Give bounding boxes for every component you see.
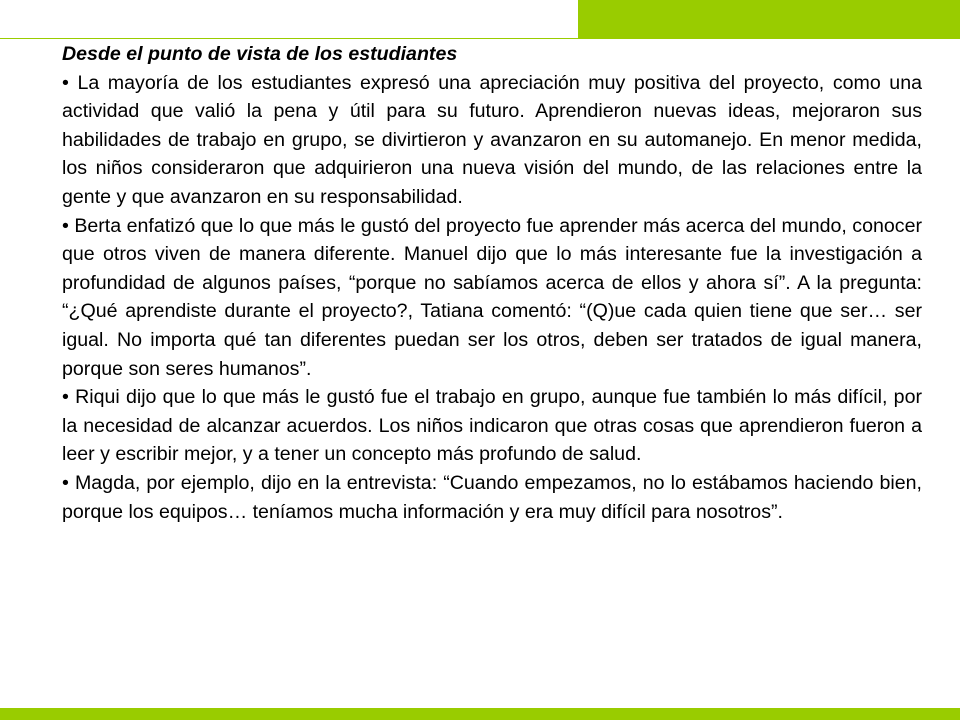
bottom-accent-bar	[0, 708, 960, 720]
slide-content	[62, 40, 922, 526]
top-divider-line	[0, 38, 578, 39]
bullet-paragraph-4: • Magda, por ejemplo, dijo en la entrevista: “Cuando empezamos, no lo estábamos haciendo bien, porque los equipos… teníamos mucha información y era muy difícil para nosotros”.	[62, 471, 922, 523]
slide-heading: Desde el punto de vista de los estudiantes	[62, 43, 458, 65]
top-accent-block	[578, 0, 960, 39]
bullet-paragraph-2: • Berta enfatizó que lo que más le gustó del proyecto fue aprender más acerca del mundo, conocer que otros viven de manera diferente. Manuel dijo que lo más interesante fue la investigación a profundidad de algunos países, “porque no sabíamos acerca de ellos y ahora sí”. A la pregunta: “¿Qué aprendiste durante el proyecto?, Tatiana comentó: “(Q)ue cada quien tiene que ser… ser igual. No importa qué tan diferentes puedan ser los otros, deben ser tratados de igual manera, porque son seres humanos”.	[62, 214, 922, 380]
bullet-paragraph-3: • Riqui dijo que lo que más le gustó fue el trabajo en grupo, aunque fue también lo más difícil, por la necesidad de alcanzar acuerdos. Los niños indicaron que otras cosas que aprendieron fueron a leer y escribir mejor, y a tener un concepto más profundo de salud.	[62, 386, 922, 466]
bullet-paragraph-1: • La mayoría de los estudiantes expresó una apreciación muy positiva del proyecto, como una actividad que valió la pena y útil para su futuro. Aprendieron nuevas ideas, mejoraron sus habilidades de trabajo en grupo, se divirtieron y avanzaron en su automanejo. En menor medida, los niños consideraron que adquirieron una nueva visión del mundo, de las relaciones entre la gente y que avanzaron en su responsabilidad.	[62, 71, 922, 208]
